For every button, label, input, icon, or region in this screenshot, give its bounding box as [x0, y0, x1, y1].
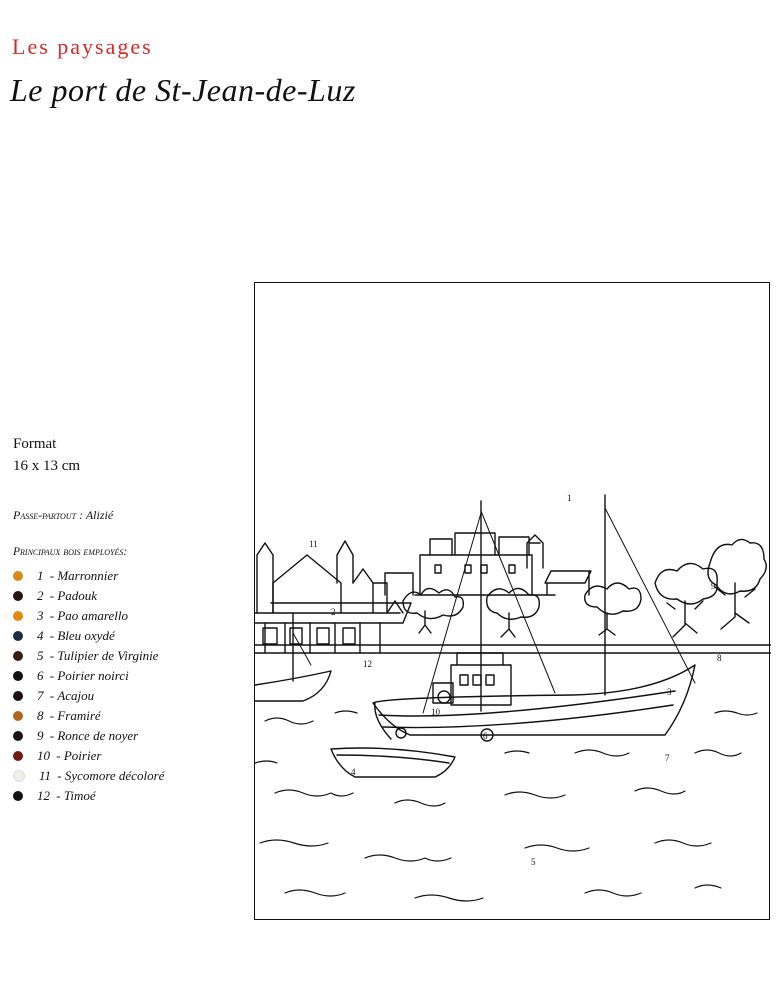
woods-list — [13, 566, 164, 806]
wood-number: 10 — [37, 748, 50, 763]
zone-label: 8 — [717, 653, 722, 663]
illustration-frame — [254, 282, 770, 920]
zone-label: 12 — [363, 659, 372, 669]
wood-swatch — [13, 691, 23, 701]
left-buildings — [255, 541, 411, 653]
wood-number: 8 — [37, 708, 44, 723]
wood-item: 1 - Marronnier — [13, 566, 164, 586]
zone-label: 5 — [531, 857, 536, 867]
wood-item: 12 - Timoé — [13, 786, 164, 806]
fishing-boat — [373, 495, 695, 741]
wood-number: 1 — [37, 568, 44, 583]
wood-number: 3 — [37, 608, 44, 623]
zone-label: 2 — [331, 607, 336, 617]
wood-name: Tulipier de Virginie — [57, 648, 159, 663]
category-heading: Les paysages — [12, 34, 153, 59]
zone-label: 3 — [667, 687, 672, 697]
wood-swatch — [13, 591, 23, 601]
wood-swatch — [13, 711, 23, 721]
wood-item: 10 - Poirier — [13, 746, 164, 766]
zone-label: 10 — [431, 707, 440, 717]
passe-partout-label: Passe-partout — [13, 508, 77, 522]
wood-item: 3 - Pao amarello — [13, 606, 164, 626]
wood-name: Pao amarello — [57, 608, 128, 623]
wood-name: Poirier noirci — [57, 668, 129, 683]
zone-label: 11 — [309, 539, 318, 549]
zone-label: 6 — [483, 731, 488, 741]
wood-number: 12 — [37, 788, 50, 803]
wood-swatch — [13, 751, 23, 761]
wood-swatch — [13, 571, 23, 581]
zone-label: 4 — [351, 767, 356, 777]
wood-item: 11 - Sycomore décoloré — [13, 766, 164, 786]
wood-swatch — [13, 611, 23, 621]
wood-number: 2 — [37, 588, 44, 603]
wood-name: Marronnier — [57, 568, 119, 583]
woods-heading: Principaux bois employés: — [13, 546, 128, 558]
wood-swatch — [13, 791, 23, 801]
wood-item: 2 - Padouk — [13, 586, 164, 606]
wood-name: Ronce de noyer — [57, 728, 139, 743]
wood-item: 6 - Poirier noirci — [13, 666, 164, 686]
wood-swatch — [13, 770, 25, 782]
wood-name: Poirier — [63, 748, 102, 763]
zone-label: 7 — [665, 753, 670, 763]
wood-name: Acajou — [57, 688, 95, 703]
wood-swatch — [13, 631, 23, 641]
zone-labels — [309, 493, 722, 867]
passe-partout-value: Alizié — [85, 508, 114, 522]
wood-number: 4 — [37, 628, 44, 643]
passe-partout: Passe-partout : Alizié — [13, 508, 114, 522]
wood-item: 9 - Ronce de noyer — [13, 726, 164, 746]
wood-item: 7 - Acajou — [13, 686, 164, 706]
left-boat — [255, 613, 331, 701]
wood-swatch — [13, 731, 23, 741]
wood-number: 7 — [37, 688, 44, 703]
harbor-line-drawing — [255, 283, 771, 921]
wood-name: Framiré — [57, 708, 101, 723]
wood-item: 5 - Tulipier de Virginie — [13, 646, 164, 666]
wood-swatch — [13, 651, 23, 661]
zone-label: 9 — [711, 581, 716, 591]
format-value: 16 x 13 cm — [13, 458, 81, 474]
wood-swatch — [13, 671, 23, 681]
format-label: Format — [13, 436, 57, 452]
town-buildings — [385, 533, 591, 595]
wood-name: Padouk — [57, 588, 98, 603]
wood-number: 6 — [37, 668, 44, 683]
wood-item: 8 - Framiré — [13, 706, 164, 726]
wood-name: Bleu oxydé — [57, 628, 115, 643]
wood-number: 5 — [37, 648, 44, 663]
rowboat — [331, 748, 455, 777]
wood-number: 11 — [39, 768, 52, 783]
wood-name: Sycomore décoloré — [64, 768, 165, 783]
wood-number: 9 — [37, 728, 44, 743]
wood-name: Timoé — [63, 788, 96, 803]
page-title: Le port de St-Jean-de-Luz — [10, 72, 356, 108]
zone-label: 1 — [567, 493, 572, 503]
wood-item: 4 - Bleu oxydé — [13, 626, 164, 646]
water-ripples — [255, 711, 757, 901]
quay-line — [255, 645, 771, 653]
